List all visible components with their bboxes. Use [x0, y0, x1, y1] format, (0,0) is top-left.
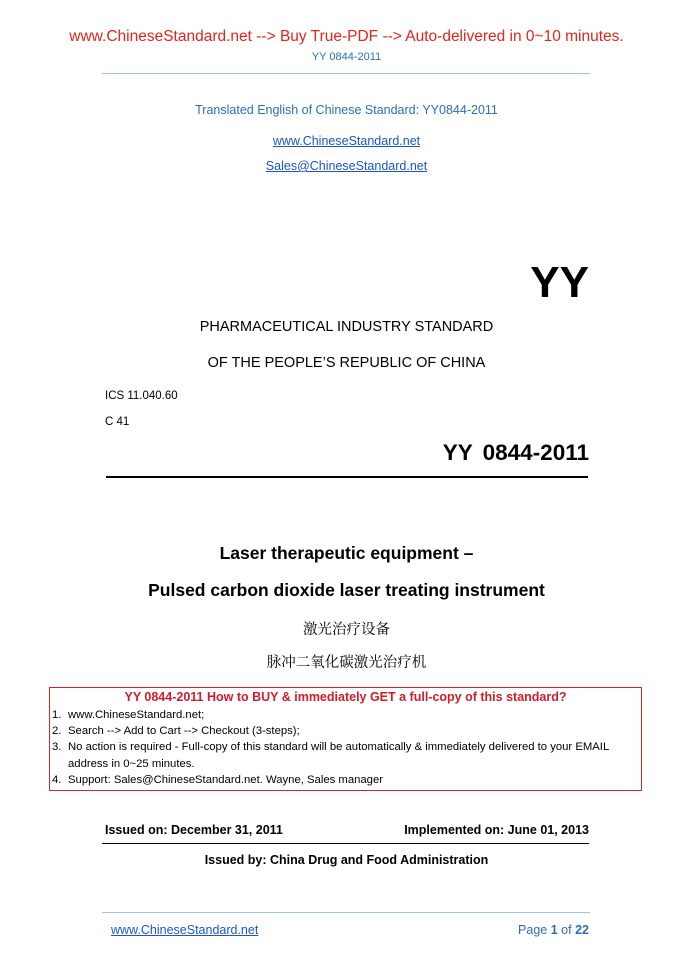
standard-number: YY 0844-2011 — [442, 440, 589, 465]
issuing-authority: Issued by: China Drug and Food Administration — [204, 853, 489, 867]
standard-prefix: YY — [530, 258, 589, 307]
implemented-date: Implemented on: June 01, 2013 — [404, 823, 589, 837]
title-chinese-line-2: 脉冲二氧化碳激光治疗机 — [266, 655, 427, 671]
header-divider — [102, 73, 590, 74]
ics-code: ICS 11.040.60 — [105, 390, 178, 402]
industry-line-1: PHARMACEUTICAL INDUSTRY STANDARD — [199, 319, 494, 335]
issued-date: Issued on: December 31, 2011 — [105, 823, 283, 837]
list-item: 4. Support: Sales@ChineseStandard.net. Wayne, Sales manager — [52, 773, 383, 786]
list-item: 1. www.ChineseStandard.net; — [52, 709, 205, 721]
industry-line-2: OF THE PEOPLE’S REPUBLIC OF CHINA — [207, 355, 486, 371]
page-number: Page 1 of 22 — [518, 923, 589, 937]
purchase-heading: YY 0844-2011 How to BUY & immediately GET a full-copy of this standard? — [124, 690, 567, 704]
website-link[interactable]: www.ChineseStandard.net — [272, 134, 421, 148]
email-link[interactable]: Sales@ChineseStandard.net — [265, 159, 428, 173]
title-chinese-line-1: 激光治疗设备 — [303, 622, 390, 638]
title-english-line-2: Pulsed carbon dioxide laser treating instrument — [148, 580, 545, 600]
header-code: YY 0844-2011 — [311, 51, 382, 63]
title-english-line-1: Laser therapeutic equipment – — [219, 543, 474, 563]
footer-website-link[interactable]: www.ChineseStandard.net — [111, 923, 259, 937]
title-divider — [106, 476, 588, 478]
translation-note: Translated English of Chinese Standard: YY0844-2011 — [195, 103, 498, 117]
list-item: 3. No action is required - Full-copy of this standard will be automatically & immediately delivered to your EMAIL address in 0~25 minutes. — [52, 741, 609, 770]
classification-code: C 41 — [105, 416, 130, 428]
purchase-info-box — [49, 687, 642, 791]
footer-divider — [102, 912, 590, 913]
list-item: 2. Search --> Add to Cart --> Checkout (3-steps); — [52, 725, 300, 738]
top-banner[interactable]: www.ChineseStandard.net --> Buy True-PDF --> Auto-delivered in 0~10 minutes. — [69, 28, 624, 45]
dates-divider — [102, 843, 589, 844]
purchase-steps — [52, 707, 641, 788]
